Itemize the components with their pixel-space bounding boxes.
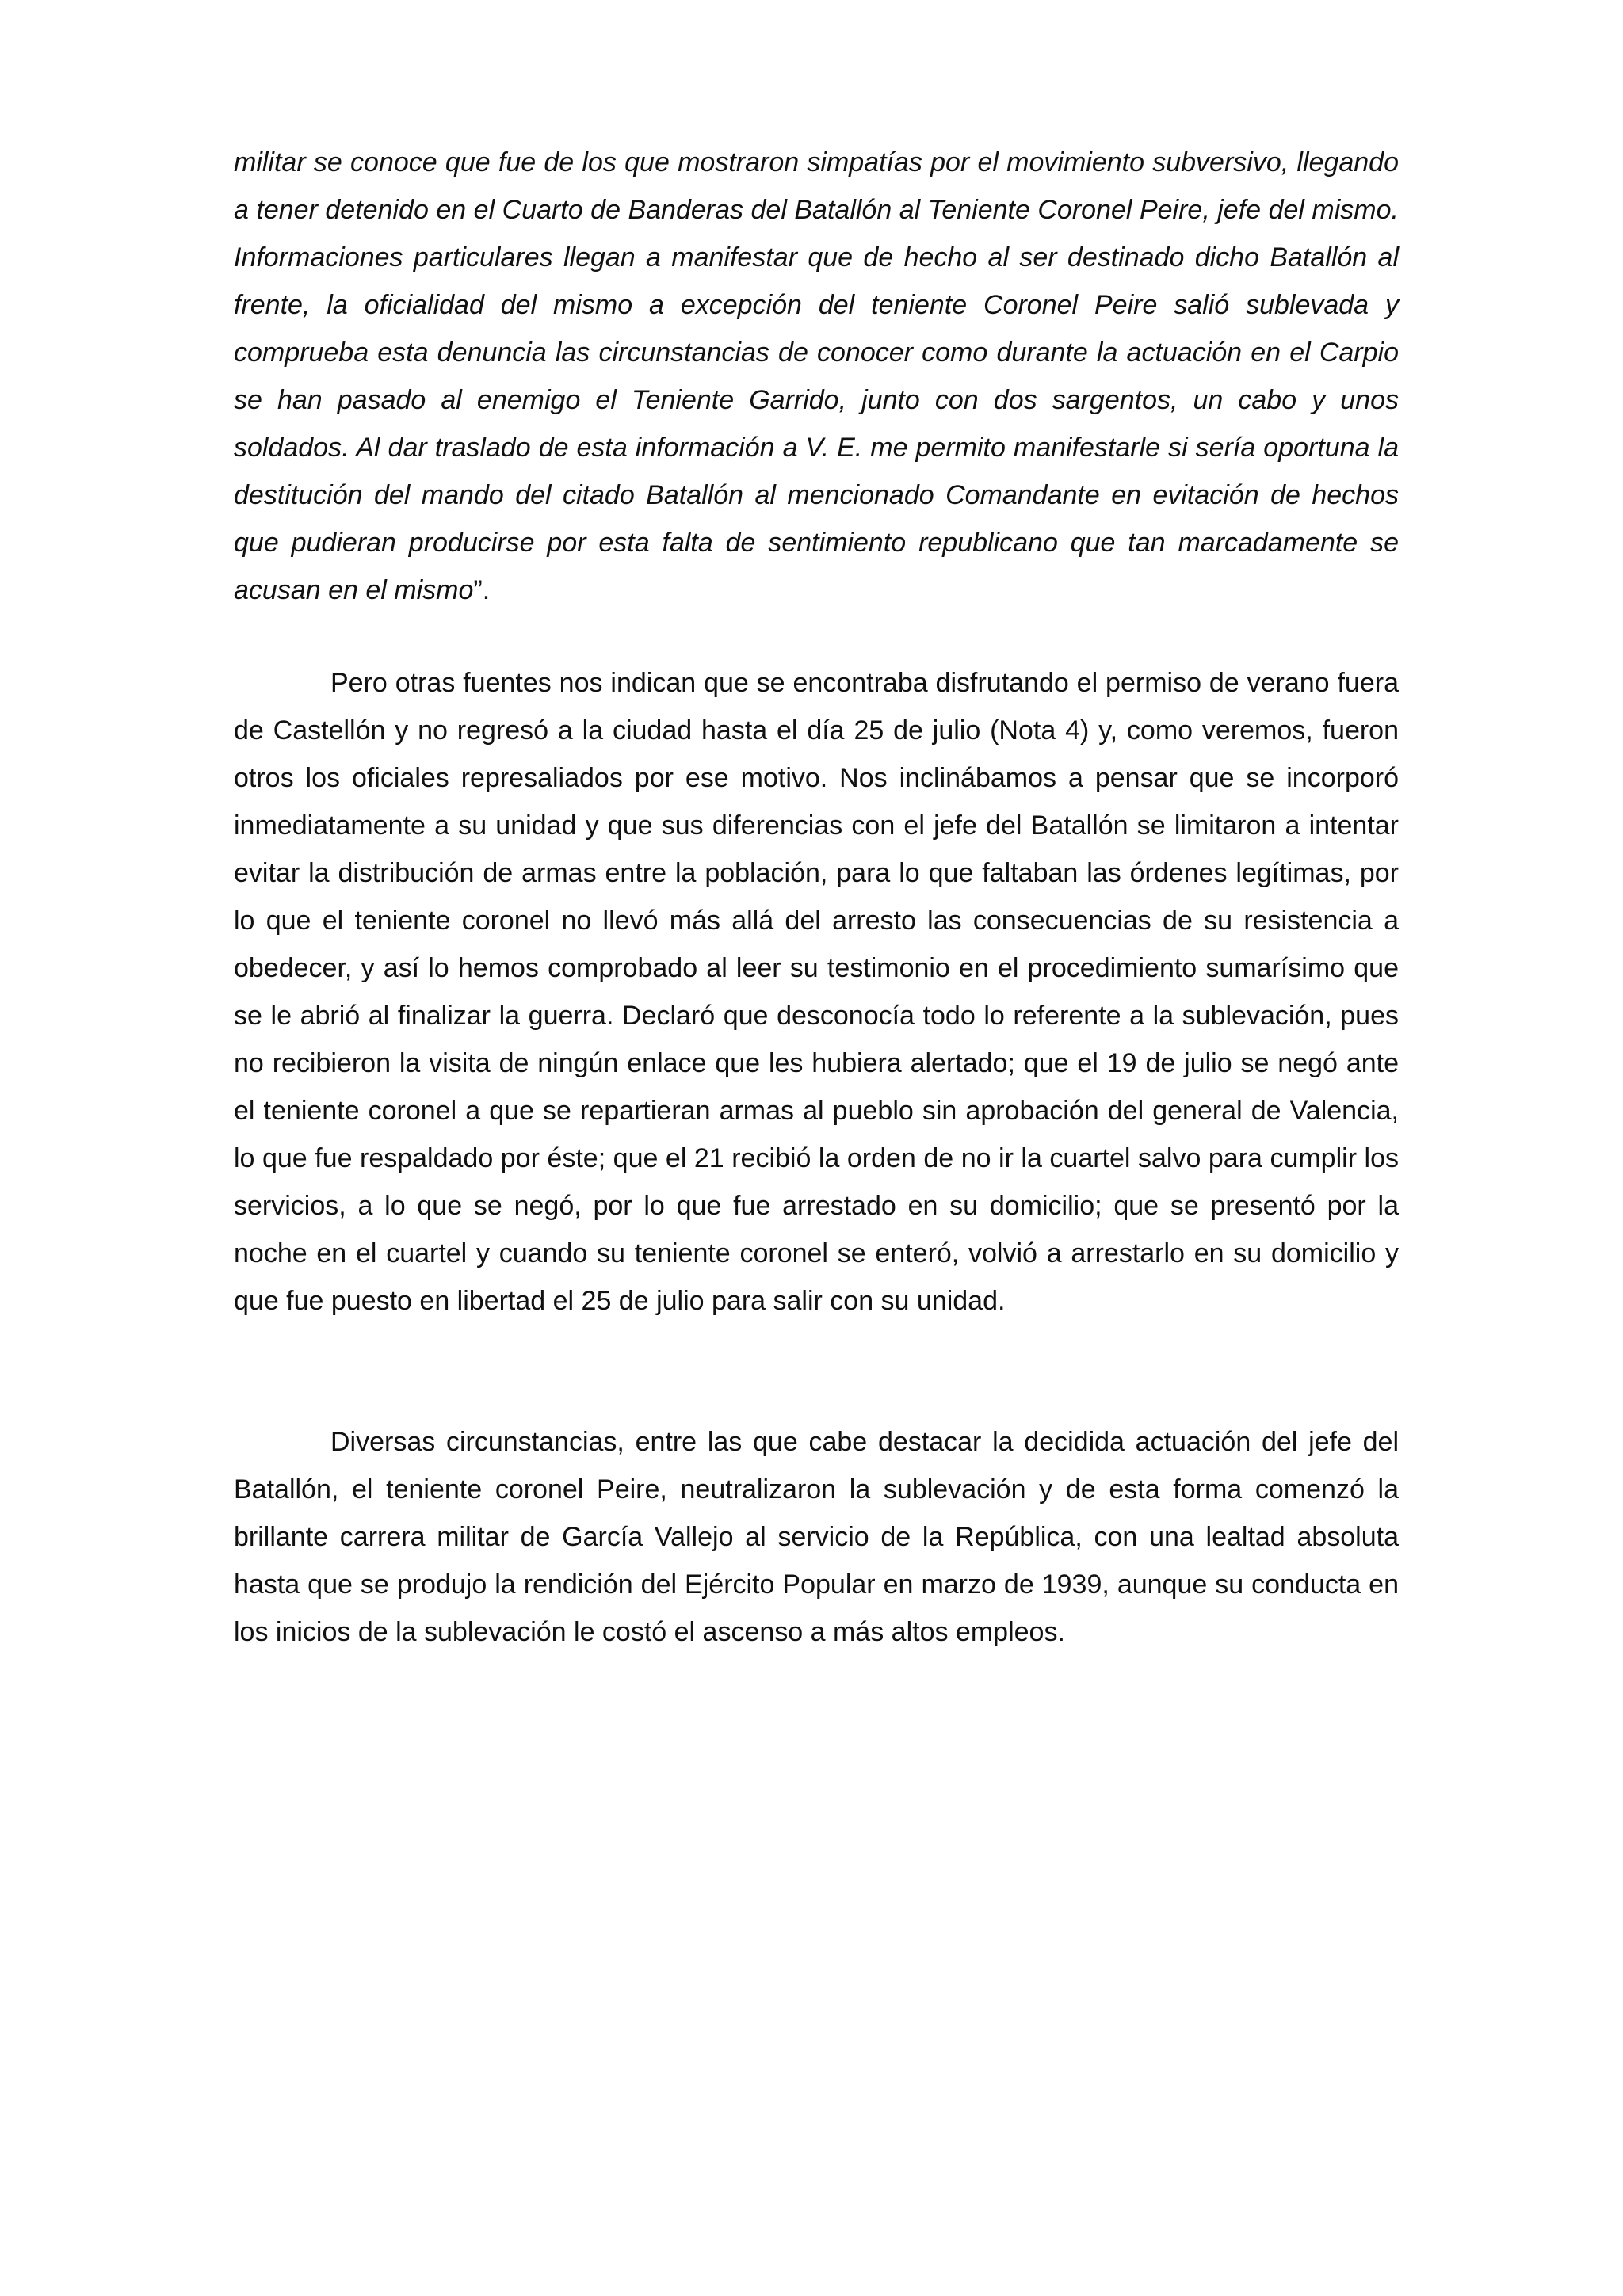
body-paragraph-conclusion xyxy=(234,1418,1399,1656)
quote-paragraph xyxy=(234,139,1399,614)
paragraph-text: Pero otras fuentes nos indican que se encontraba disfrutando el permiso de verano fuera de Castellón y no regresó a la ciudad hasta el día 25 de julio (Nota 4) y, como veremos, fueron otros los oficiales represaliados por ese motivo. Nos inclinábamos a pensar que se incorporó inmediatamente a su unidad y que sus diferencias con el jefe del Batallón se limitaron a intentar evitar la distribución de armas entre la población, para lo que faltaban las órdenes legítimas, por lo que el teniente coronel no llevó más allá del arresto las consecuencias de su resistencia a obedecer, y así lo hemos comprobado al leer su testimonio en el procedimiento sumarísimo que se le abrió al finalizar la guerra. Declaró que desconocía todo lo referente a la sublevación, pues no recibieron la visita de ningún enlace que les hubiera alertado; que el 19 de julio se negó ante el teniente coronel a que se repartieran armas al pueblo sin aprobación del general de Valencia, lo que fue respaldado por éste; que el 21 recibió la orden de no ir la cuartel salvo para cumplir los servicios, a lo que se negó, por lo que fue arrestado en su domicilio; que se presentó por la noche en el cuartel y cuando su teniente coronel se enteró, volvió a arrestarlo en su domicilio y que fue puesto en libertad el 25 de julio para salir con su unidad. xyxy=(234,668,1399,1316)
body-paragraph-other-sources xyxy=(234,659,1399,1325)
quote-closing-mark: ”. xyxy=(473,575,491,605)
paragraph-text: Diversas circunstancias, entre las que cabe destacar la decidida actuación del jefe del Batallón, el teniente coronel Peire, neutralizaron la sublevación y de esta forma comenzó la brillante carrera militar de García Vallejo al servicio de la República, con una lealtad absoluta hasta que se produjo la rendición del Ejército Popular en marzo de 1939, aunque su conducta en los inicios de la sublevación le costó el ascenso a más altos empleos. xyxy=(234,1427,1399,1647)
quote-body: militar se conoce que fue de los que mostraron simpatías por el movimiento subversivo, llegando a tener detenido en el Cuarto de Banderas del Batallón al Teniente Coronel Peire, jefe del mismo. Informaciones particulares llegan a manifestar que de hecho al ser destinado dicho Batallón al frente, la oficialidad del mismo a excepción del teniente Coronel Peire salió sublevada y comprueba esta denuncia las circunstancias de conocer como durante la actuación en el Carpio se han pasado al enemigo el Teniente Garrido, junto con dos sargentos, un cabo y unos soldados. Al dar traslado de esta información a V. E. me permito manifestarle si sería oportuna la destitución del mando del citado Batallón al mencionado Comandante en evitación de hechos que pudieran producirse por esta falta de sentimiento republicano que tan marcadamente se acusan en el mismo xyxy=(234,147,1399,605)
quote-paragraph-text xyxy=(234,139,1399,614)
